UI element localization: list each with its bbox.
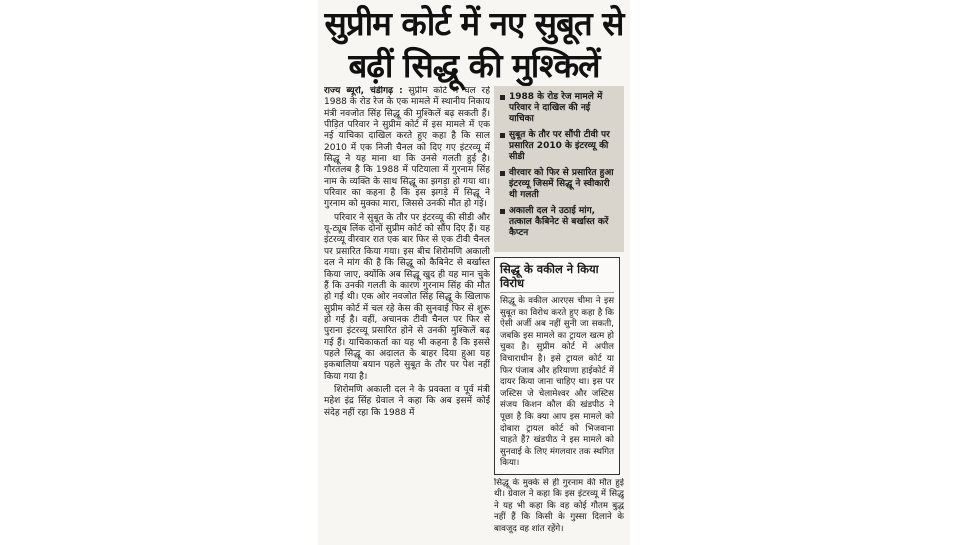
highlights-box xyxy=(494,86,624,252)
byline: राज्य ब्यूरो, चंडीगढ़ : xyxy=(324,86,403,96)
sidebox-title: सिद्धू के वकील ने किया विरोध xyxy=(500,262,614,293)
lawyer-objection-box xyxy=(494,257,620,475)
paragraph-text: सुप्रीम कोर्ट में चल रहे 1988 के रोड रेज के एक मामले में स्थानीय निकाय मंत्री नवजोत सिंह सिद्धू की मुश्किलें बढ़ सकती हैं। पीड़ित परिवार ने सुप्रीम कोर्ट में इस मामले में एक नई याचिका दाखिल करते हुए कहा है कि साल 2010 में एक निजी चैनल को दिए गए इंटरव्यू में सिद्धू ने यह माना था कि उनसे गलती हुई है। गौरतलब है कि 1988 में पटियाला में गुरनाम सिंह नाम के व्यक्ति के साथ सिद्धू का झगड़ा हो गया था। परिवार का कहना है कि इस झगड़े में सिद्धू ने गुरनाम को मुक्का मारा, जिससे उनकी मौत हो गई। xyxy=(324,86,490,210)
newspaper-clipping xyxy=(318,0,630,545)
highlight-item: 1988 के रोड रेज मामले में परिवार ने दाखिल की नई याचिका xyxy=(500,92,618,125)
article-paragraph xyxy=(324,86,490,211)
highlight-item: सुबूत के तौर पर सौंपी टीवी पर प्रसारित 2010 के इंटरव्यू की सीडी xyxy=(500,130,618,163)
headline-line-1: सुप्रीम कोर्ट में नए सुबूत से xyxy=(324,4,624,43)
highlight-item: वीरवार को फिर से प्रसारित हुआ इंटरव्यू जिसमें सिद्धू ने स्वीकारी थी गलती xyxy=(500,168,618,201)
headline-line-2: बढ़ीं सिद्धू की मुश्किलें xyxy=(348,46,600,85)
highlight-item: अकाली दल ने उठाई मांग, तत्काल कैबिनेट से बर्खास्त करें कैप्टन xyxy=(500,206,618,239)
article-paragraph: शिरोमणि अकाली दल ने के प्रवक्ता व पूर्व मंत्री महेश इंद्र सिंह ग्रेवाल ने कहा कि अब इसमें कोई संदेह नहीं रहा कि 1988 में xyxy=(324,384,490,418)
headline xyxy=(318,2,630,86)
article-body xyxy=(324,86,490,541)
sidebox-text: सिद्धू के वकील आरएस चीमा ने इस सुबूत का विरोध करते हुए कहा है कि ऐसी अर्जी अब नहीं सुनी जा सकती, जबकि इस मामले का ट्रायल खत्म हो चुका है। सुप्रीम कोर्ट में अपील विचाराधीन है। इसे ट्रायल कोर्ट या फिर पंजाब और हरियाणा हाईकोर्ट में दायर किया जाना चाहिए था। इस पर जस्टिस जे चेलामेश्वर और जस्टिस संजय किशन कौल की खंडपीठ ने पूछा है कि क्या आप इस मामले को दोबारा ट्रायल कोर्ट को भिजवाना चाहते हैं? खंडपीठ ने इस मामले को सुनवाई के लिए मंगलवार तक स्थगित किया। xyxy=(500,296,614,469)
article-continuation: सिद्धू के मुक्के से ही गुरनाम की मौत हुई थी। ग्रेवाल ने कहा कि इस इंटरव्यू में सिद्धू ने यह भी कहा कि वह कोई गौतम बुद्ध नहीं हैं कि किसी के गुस्सा दिलाने के बावजूद वह शांत रहेंगे। xyxy=(494,478,624,534)
article-paragraph: परिवार ने सुबूत के तौर पर इंटरव्यू की सीडी और यू-ट्यूब लिंक दोनों सुप्रीम कोर्ट को सौंप दिए हैं। यह इंटरव्यू वीरवार रात एक बार फिर से एक टीवी चैनल पर प्रसारित किया गया। इस बीच शिरोमणि अकाली दल ने मांग की है कि सिद्धू को कैबिनेट से बर्खास्त किया जाए, क्योंकि अब सिद्धू खुद ही यह मान चुके हैं कि उनकी गलती के कारण गुरनाम सिंह की मौत हो गई थी। एक ओर नवजोत सिंह सिद्धू के खिलाफ सुप्रीम कोर्ट में चल रहे केस की सुनवाई फिर से शुरू हो गई है। वहीं, अचानक टीवी चैनल पर फिर से पुराना इंटरव्यू प्रसारित होने से उनकी मुश्किलें बढ़ गई हैं। याचिकाकर्ता का यह भी कहना है कि इससे पहले सिद्धू का अदालत के बाहर दिया हुआ यह इकबालिया बयान पहले सुबूत के तौर पर पेश नहीं किया गया है। xyxy=(324,212,490,382)
